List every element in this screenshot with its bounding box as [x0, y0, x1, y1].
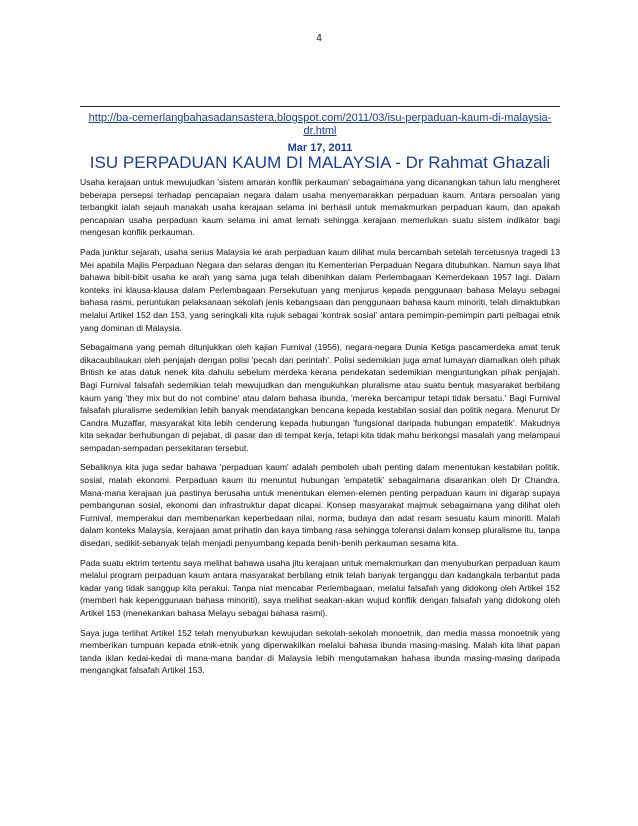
source-url-link[interactable]: http://ba-cemerlangbahasadansastera.blogspot.com/2011/03/isu-perpaduan-kaum-di-malaysia-dr.html — [88, 112, 552, 137]
paragraph-2: Pada junktur sejarah, usaha serius Malaysia ke arah perpaduan kaum dilihat mula bercambah setelah tercetusnya tragedi 13 Mei apabila Majlis Perpaduan Negara dan selaras dengan itu Kementerian Perpaduan Negara ditubuhkan. Namun saya lihat bahawa bibit-bibit usaha ke arah yang sama juga telah dibenihkan dalam Perlembagaan Kemerdekaan 1957 lagi. Dalam konteks ini klausa-klausa dalam Perlembagaan Persekutuan yang menjurus kepada penggunaan bahasa Melayu sebagai bahasa rasmi, peruntukan pelaksanaan sekolah jenis kebangsaan dan penggunaan bahasa kaum minoriti, telah dimaktubkan melalui Artikel 152 dan 153, yang seringkali kita rujuk sebagai 'kontrak sosial' antara pemimpin-pemimpin parti pelbagai etnik yang dominan di Malaysia. — [80, 246, 560, 333]
paragraph-6: Saya juga terlihat Artikel 152 telah menyuburkan kewujudan sekolah-sekolah monoetnik, dan media massa monoetnik yang memberikan tumpuan kepada etnik-etnik yang diperwakilkan melalui bahasa ibunda masing-masing. Malah kita lihat papan tanda iklan kedai-kedai di mana-mana bandar di Malaysia lebih mengutamakan bahasa ibunda masing-masing daripada mengangkat falsafah Artikel 153. — [80, 627, 560, 676]
article-title: ISU PERPADUAN KAUM DI MALAYSIA - Dr Rahmat Ghazali — [89, 153, 551, 172]
paragraph-5: Pada suatu ektrim tertentu saya melihat bahawa usaha jitu kerajaan untuk memakmurkan dan menyuburkan perpaduan kaum melalui program perpaduan kaum antara masyarakat berbilang etnik telah banyak terganggu dan kadangkala terbantut pada kadar yang tidak sanggup kita perakui. Tanpa niat mencabar Perlembagaan, melalui falsafah yang didokong oleh Artikel 152 (memberi hak kepenggunaan bahasa minoriti), saya melihat seakan-akan wujud konflik dengan falsafah yang didokong oleh Artikel 153 (menekankan bahasa Melayu sebagai bahasa rasmi). — [80, 557, 560, 618]
paragraph-3: Sebagaimana yang pernah ditunjukkan oleh kajian Furnival (1956), negara-negara Dunia Ketiga pascamerdeka amat teruk dikacaubilaukan oleh penjajah dengan polisi 'pecah dan perintah'. Polisi sedemikian juga amat lumayan diamalkan oleh pihak British ke atas datuk nenek kita dahulu sebelum merdeka kerana pendekatan sedemikian menguntungkan pihak penjajah. Bagi Furnival falsafah sedemikian telah mewujudkan dan mengukuhkan pluralisme atau suatu bentuk masyarakat berbilang kaum yang 'they mix but do not combine' atau dalam bahasa ibunda, 'mereka bercampur tetapi tidak bersatu.' Bagi Furnival falsafah pluralisme sedemikian lebih banyak mendatangkan bencana kepada kestabilan sosial dan politik negara. Menurut Dr Candra Muzaffar, masyarakat kita lebih cenderung kepada hubungan 'fungsional daripada hubungan empatetik'. Makudnya kita sekadar berhubungan di pejabat, di pasar dan di tempat kerja, tetapi kita tidak mahu berkongsi masalah yang melampaui sempadan-sempadan persekitaran tersebut. — [80, 342, 560, 453]
paragraph-1: Usaha kerajaan untuk mewujudkan 'sistem amaran konflik perkauman' sebagaimana yang dicanangkan tahun lalu mengheret beberapa persepsi terhadap pencapaian negara dalam usaha menyemarakkan perpaduan kaum. Antara persoalan yang terbangkit ialah sejauh manakah usaha kerajaan selama ini berhasil untuk memakmurkan perpaduan kaum, dan apakah pencapaian usaha perpaduan kaum selama ini amat lemah sehingga kerajaan memerlukan suatu sistem indikator bagi mengesan konflik perkauman. — [80, 177, 560, 238]
paragraph-4: Sebaliknya kita juga sedar bahawa 'perpaduan kaum' adalah pemboleh ubah penting dalam menentukan kestabilan politik, sosial, malah ekonomi. Perpaduan kaum itu menuntut hubungan 'empatetik' sebagaimana disarankan oleh Dr Chandra. Mana-mana kerajaan jua pastinya berusaha untuk menentukan elemen-elemen penting perpaduan kaum ini digarap supaya pembangunan sosial, ekonomi dan infrastruktur dapat dicapai. Konsep masyarakat majmuk sebagaimana yang dilihat oleh Furnival, memperakui dan membenarkan keperbedaan nilai, norma, budaya dan adat resam sesuatu kaum minoriti. Malah dalam konteks Malaysia, kerajaan amat prihatin dan kaya timbang rasa sehingga toleransi dalam konsep pluralisme itu, tanpa disedari, sedikit-sebanyak telah menjadi penyumbang kepada benih-benih perkauman sesama kita. — [80, 462, 560, 549]
page-number: 4 — [316, 33, 322, 44]
post-date: Mar 17, 2011 — [287, 142, 353, 154]
article-body — [80, 176, 560, 684]
header-divider — [80, 106, 560, 107]
